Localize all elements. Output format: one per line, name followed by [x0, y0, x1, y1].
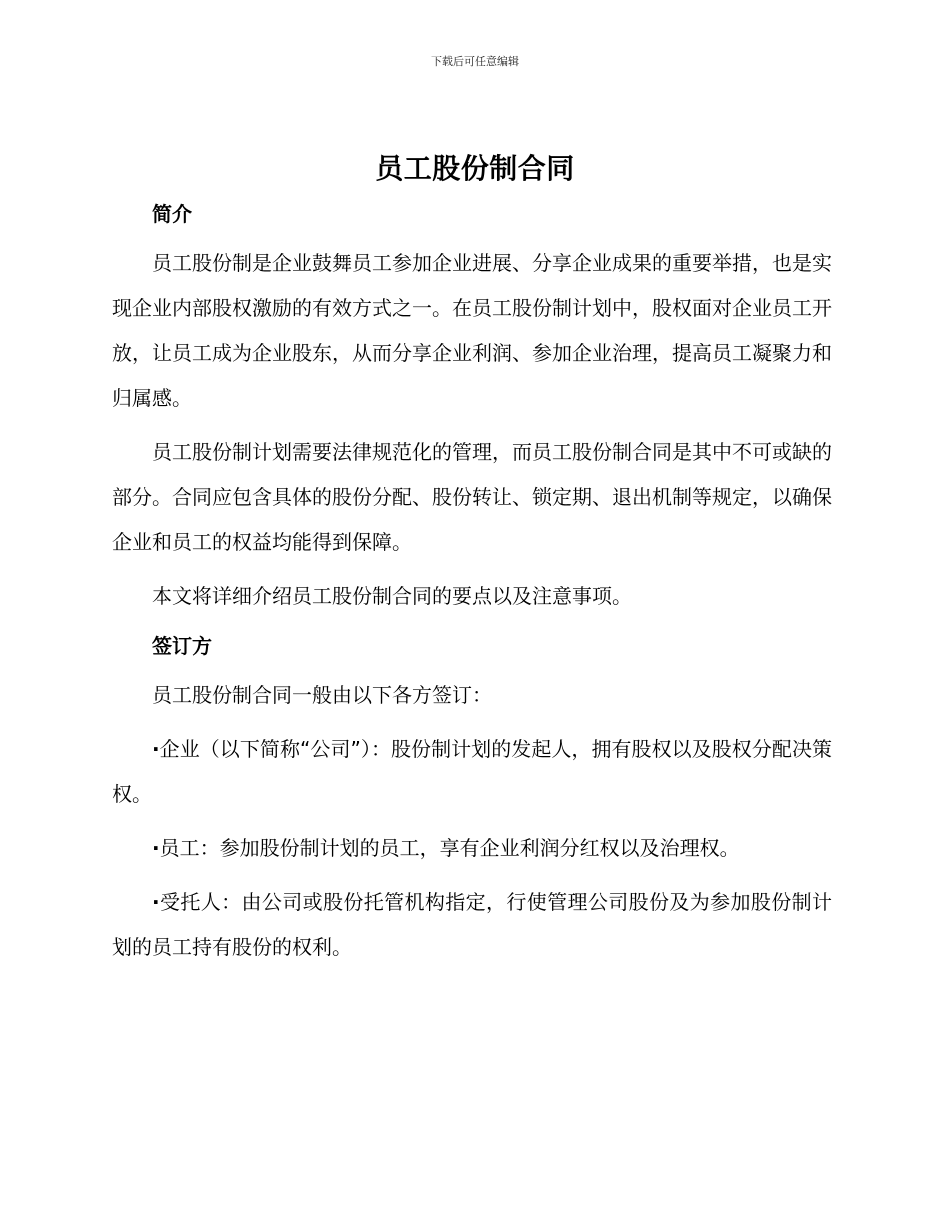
party-bullet-company-text: 企业（以下简称“公司”）：股份制计划的发起人，拥有股权以及股权分配决策权。	[112, 737, 832, 806]
party-bullet-employee-text: 员工：参加股份制计划的员工，享有企业利润分红权以及治理权。	[159, 836, 740, 860]
intro-paragraph-1: 员工股份制是企业鼓舞员工参加企业进展、分享企业成果的重要举措，也是实现企业内部股权激励的有效方式之一。在员工股份制计划中，股权面对企业员工开放，让员工成为企业股东，从而分享企业利润、参加企业治理，提高员工凝聚力和归属感。	[112, 251, 832, 410]
intro-paragraph-2: 员工股份制计划需要法律规范化的管理，而员工股份制合同是其中不可或缺的部分。合同应包含具体的股份分配、股份转让、锁定期、退出机制等规定，以确保企业和员工的权益均能得到保障。	[112, 440, 832, 554]
parties-intro: 员工股份制合同一般由以下各方签订：	[152, 683, 492, 707]
party-bullet-company	[112, 727, 832, 817]
party-bullet-employee	[112, 826, 832, 871]
party-bullet-trustee-text: 受托人：由公司或股份托管机构指定，行使管理公司股份及为参加股份制计划的员工持有股份的权利。	[112, 890, 832, 959]
bullet-dot-icon: ·	[152, 890, 160, 914]
section-heading-intro: 简介	[152, 202, 192, 226]
section-heading-parties: 签订方	[152, 634, 212, 658]
party-bullet-trustee	[112, 880, 832, 970]
header-note: 下载后可任意编辑	[431, 55, 519, 68]
bullet-dot-icon: ·	[152, 836, 160, 860]
bullet-dot-icon: ·	[152, 737, 160, 761]
document-body	[112, 196, 832, 979]
document-title: 员工股份制合同	[375, 152, 575, 185]
intro-paragraph-3: 本文将详细介绍员工股份制合同的要点以及注意事项。	[152, 584, 632, 608]
